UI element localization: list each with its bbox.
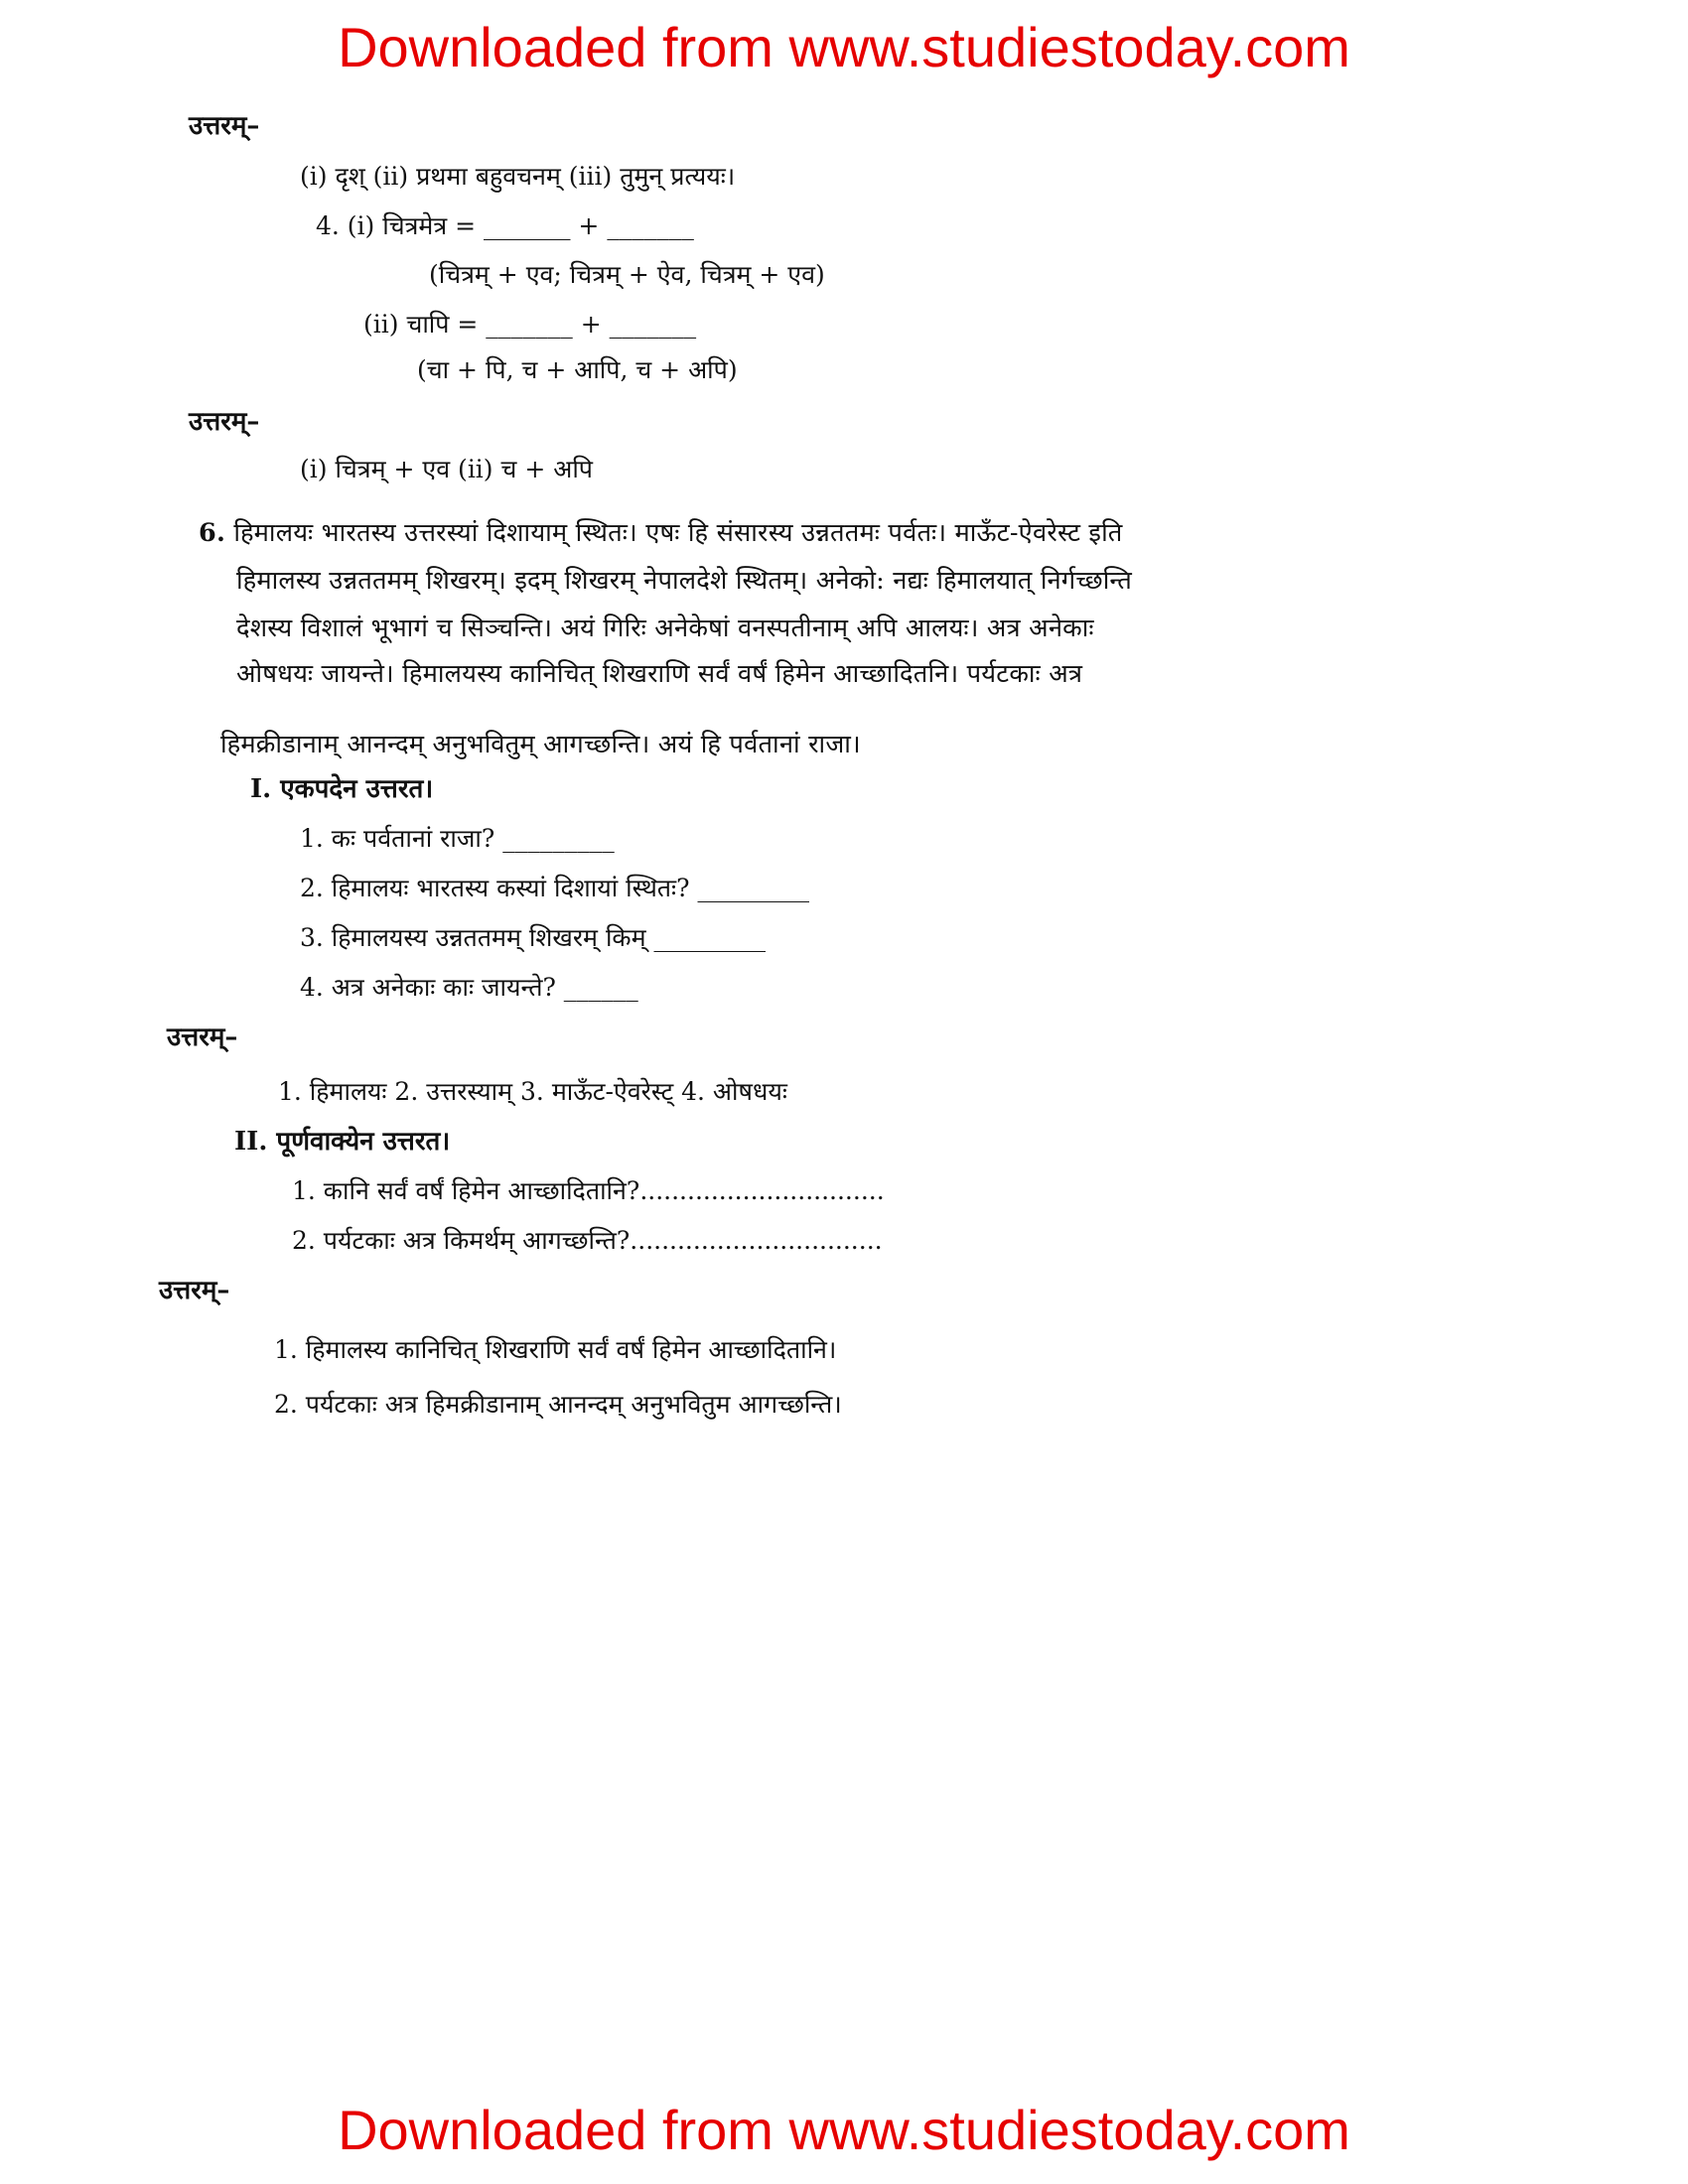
question-4-part-i-options: (चित्रम् + एव; चित्रम् + ऐव, चित्रम् + एव) [429, 260, 825, 289]
question-item: 4. अत्र अनेकाः काः जायन्ते? ______ [300, 973, 638, 1002]
passage-line: हिमक्रीडानाम् आनन्दम् अनुभवितुम् आगच्छन्ति। अयं हि पर्वतानां राजा। [220, 730, 861, 759]
answer-line: (i) दृश् (ii) प्रथमा बहुवचनम् (iii) तुमुन् प्रत्ययः। [300, 162, 736, 191]
question-item: 3. हिमालयस्य उन्नततमम् शिखरम् किम् _________ [300, 923, 767, 952]
question-item: 2. हिमालयः भारतस्य कस्यां दिशायां स्थितः? _________ [300, 874, 809, 902]
passage-line: ओषधयः जायन्ते। हिमालयस्य कानिचित् शिखराणि सर्वं वर्षं हिमेन आच्छादितनि। पर्यटकाः अत्र [236, 659, 1083, 689]
answer-line: 2. पर्यटकाः अत्र हिमक्रीडानाम् आनन्दम् अनुभवितुम आगच्छन्ति। [274, 1390, 842, 1419]
question-4-part-ii: (ii) चापि = _______ + _______ [363, 310, 697, 339]
question-number: 6. [199, 518, 226, 548]
answer-heading: उत्तरम्– [159, 1276, 230, 1305]
answer-heading: उत्तरम्– [167, 1023, 238, 1052]
answer-heading: उत्तरम्– [189, 407, 260, 437]
watermark-top: Downloaded from www.studiestoday.com [338, 16, 1350, 78]
passage-line [199, 518, 1123, 549]
passage-line: हिमालस्य उन्नततमम् शिखरम्। इदम् शिखरम् नेपालदेशे स्थितम्। अनेको: नद्यः हिमालयात् निर्गच्छन्ति [236, 566, 1133, 596]
passage-line: देशस्य विशालं भूभागं च सिञ्चन्ति। अयं गिरिः अनेकेषां वनस्पतीनाम् अपि आलयः। अत्र अनेकाः [236, 614, 1094, 643]
question-item: 1. कानि सर्वं वर्षं हिमेन आच्छादितानि?............................... [292, 1176, 885, 1205]
watermark-bottom: Downloaded from www.studiestoday.com [338, 2099, 1350, 2161]
answer-line: 1. हिमालस्य कानिचित् शिखराणि सर्वं वर्षं हिमेन आच्छादितानि। [274, 1335, 837, 1364]
question-4-part-i: 4. (i) चित्रमेत्र = _______ + _______ [316, 211, 694, 240]
question-item: 2. पर्यटकाः अत्र किमर्थम् आगच्छन्ति?................................ [292, 1226, 883, 1255]
answer-line: 1. हिमालयः 2. उत्तरस्याम् 3. माऊँट-ऐवरेस्ट् 4. ओषधयः [278, 1077, 787, 1106]
section-heading: I. एकपदेन उत्तरत। [250, 774, 434, 804]
question-4-part-ii-options: (चा + पि, च + आपि, च + अपि) [417, 355, 738, 384]
question-item: 1. कः पर्वतानां राजा? _________ [300, 824, 615, 853]
passage-text: हिमालयः भारतस्य उत्तरस्यां दिशायाम् स्थितः। एषः हि संसारस्य उन्नततमः पर्वतः। माऊँट-ऐवरेस्ट इति [225, 518, 1123, 548]
section-heading: II. पूर्णवाक्येन उत्तरत। [234, 1127, 451, 1157]
answer-line: (i) चित्रम् + एव (ii) च + अपि [300, 455, 593, 483]
answer-heading: उत्तरम्– [189, 111, 260, 141]
